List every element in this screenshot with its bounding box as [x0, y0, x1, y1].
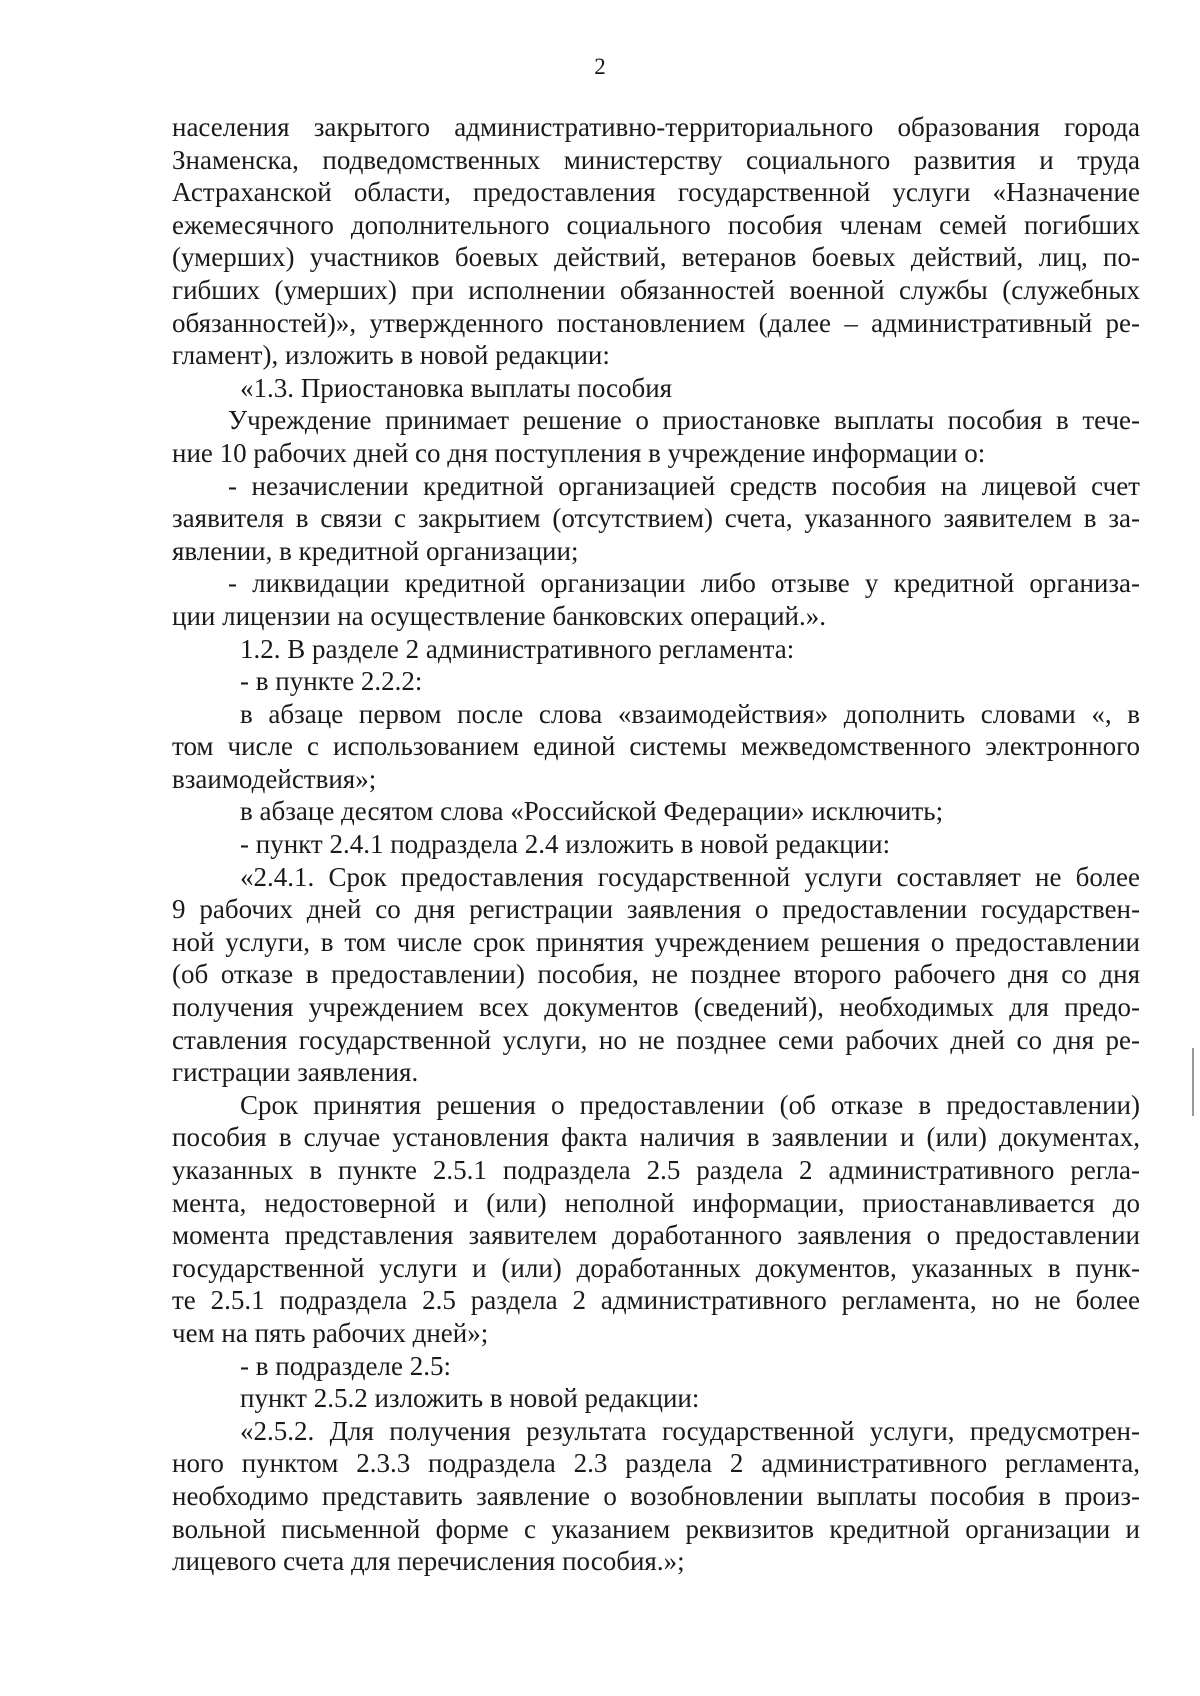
text-line: ной услуги, в том числе срок принятия учреждением решения о предоставлении — [172, 926, 1140, 957]
text-line: указанных в пункте 2.5.1 подраздела 2.5 раздела 2 административного регла- — [172, 1155, 1140, 1185]
text-line: Срок принятия решения о предоставлении (об отказе в предоставлении) — [240, 1089, 1140, 1120]
text-line: в абзаце первом после слова «взаимодействия» дополнить словами «, в — [240, 698, 1140, 729]
text-line: «2.4.1. Срок предоставления государственной услуги составляет не более — [240, 861, 1140, 892]
list-item-line: - в подразделе 2.5: — [240, 1350, 451, 1381]
text-line: Знаменска, подведомственных министерству социального развития и труда — [172, 144, 1140, 175]
text-line: (умерших) участников боевых действий, ветеранов боевых действий, лиц, по- — [172, 242, 1140, 273]
text-line: Учреждение принимает решение о приостановке выплаты пособия в тече- — [228, 405, 1140, 436]
text-line: получения учреждением всех документов (сведений), необходимых для предо- — [172, 992, 1140, 1023]
text-line: в абзаце десятом слова «Российской Федерации» исключить; — [240, 796, 944, 827]
text-line: (об отказе в предоставлении) пособия, не позднее второго рабочего дня со дня — [172, 959, 1140, 990]
page-number: 2 — [594, 54, 606, 79]
text-line: пункт 2.5.2 изложить в новой редакции: — [240, 1383, 700, 1414]
list-item-line: - пункт 2.4.1 подраздела 2.4 изложить в новой редакции: — [240, 829, 891, 860]
text-line: Астраханской области, предоставления государственной услуги «Назначение — [172, 177, 1140, 208]
list-item-line: - ликвидации кредитной организации либо отзыве у кредитной организа- — [228, 568, 1140, 599]
text-line: ежемесячного дополнительного социального пособия членам семей погибших — [172, 209, 1140, 240]
text-line: лицевого счета для перечисления пособия.»; — [172, 1546, 685, 1577]
text-line: гибших (умерших) при исполнении обязанностей военной службы (служебных — [172, 274, 1140, 305]
text-line: ставления государственной услуги, но не позднее семи рабочих дней со дня ре- — [172, 1024, 1140, 1055]
text-line: мента, недостоверной и (или) неполной информации, приостанавливается до — [172, 1187, 1140, 1218]
text-line: явлении, в кредитной организации; — [172, 535, 579, 566]
text-line: обязанностей)», утвержденного постановлением (далее – административный ре- — [172, 307, 1140, 338]
text-line: момента представления заявителем доработанного заявления о предоставлении — [172, 1220, 1140, 1251]
text-line: необходимо представить заявление о возобновлении выплаты пособия в произ- — [172, 1480, 1140, 1511]
text-line: взаимодействия»; — [172, 763, 377, 794]
list-item-line: - незачислении кредитной организацией средств пособия на лицевой счет — [228, 470, 1140, 501]
text-line: гистрации заявления. — [172, 1057, 419, 1088]
text-line: ции лицензии на осуществление банковских операций.». — [172, 600, 826, 631]
text-line: государственной услуги и (или) доработанных документов, указанных в пунк- — [172, 1252, 1140, 1283]
section-heading: 1.2. В разделе 2 административного регламента: — [240, 633, 795, 664]
text-line: те 2.5.1 подраздела 2.5 раздела 2 административного регламента, но не более — [172, 1285, 1140, 1316]
text-line: ние 10 рабочих дней со дня поступления в учреждение информации о: — [172, 437, 986, 468]
text-line: заявителя в связи с закрытием (отсутствием) счета, указанного заявителем в за- — [172, 503, 1140, 534]
section-heading: «1.3. Приостановка выплаты пособия — [240, 372, 673, 403]
text-line: пособия в случае установления факта наличия в заявлении и (или) документах, — [172, 1122, 1140, 1153]
list-item-line: - в пункте 2.2.2: — [240, 666, 423, 697]
text-line: чем на пять рабочих дней»; — [172, 1317, 489, 1348]
text-line: гламент), изложить в новой редакции: — [172, 340, 610, 371]
text-line: 9 рабочих дней со дня регистрации заявления о предоставлении государствен- — [172, 894, 1140, 925]
text-line: том числе с использованием единой системы межведомственного электронного — [172, 731, 1140, 762]
text-line: населения закрытого административно-территориального образования города — [172, 112, 1140, 142]
text-line: «2.5.2. Для получения результата государственной услуги, предусмотрен- — [240, 1415, 1140, 1446]
scan-margin-mark — [1192, 1048, 1194, 1116]
document-body — [172, 111, 1140, 1578]
text-line: вольной письменной форме с указанием реквизитов кредитной организации и — [172, 1513, 1140, 1544]
text-line: ного пунктом 2.3.3 подраздела 2.3 раздела 2 административного регламента, — [172, 1448, 1140, 1479]
